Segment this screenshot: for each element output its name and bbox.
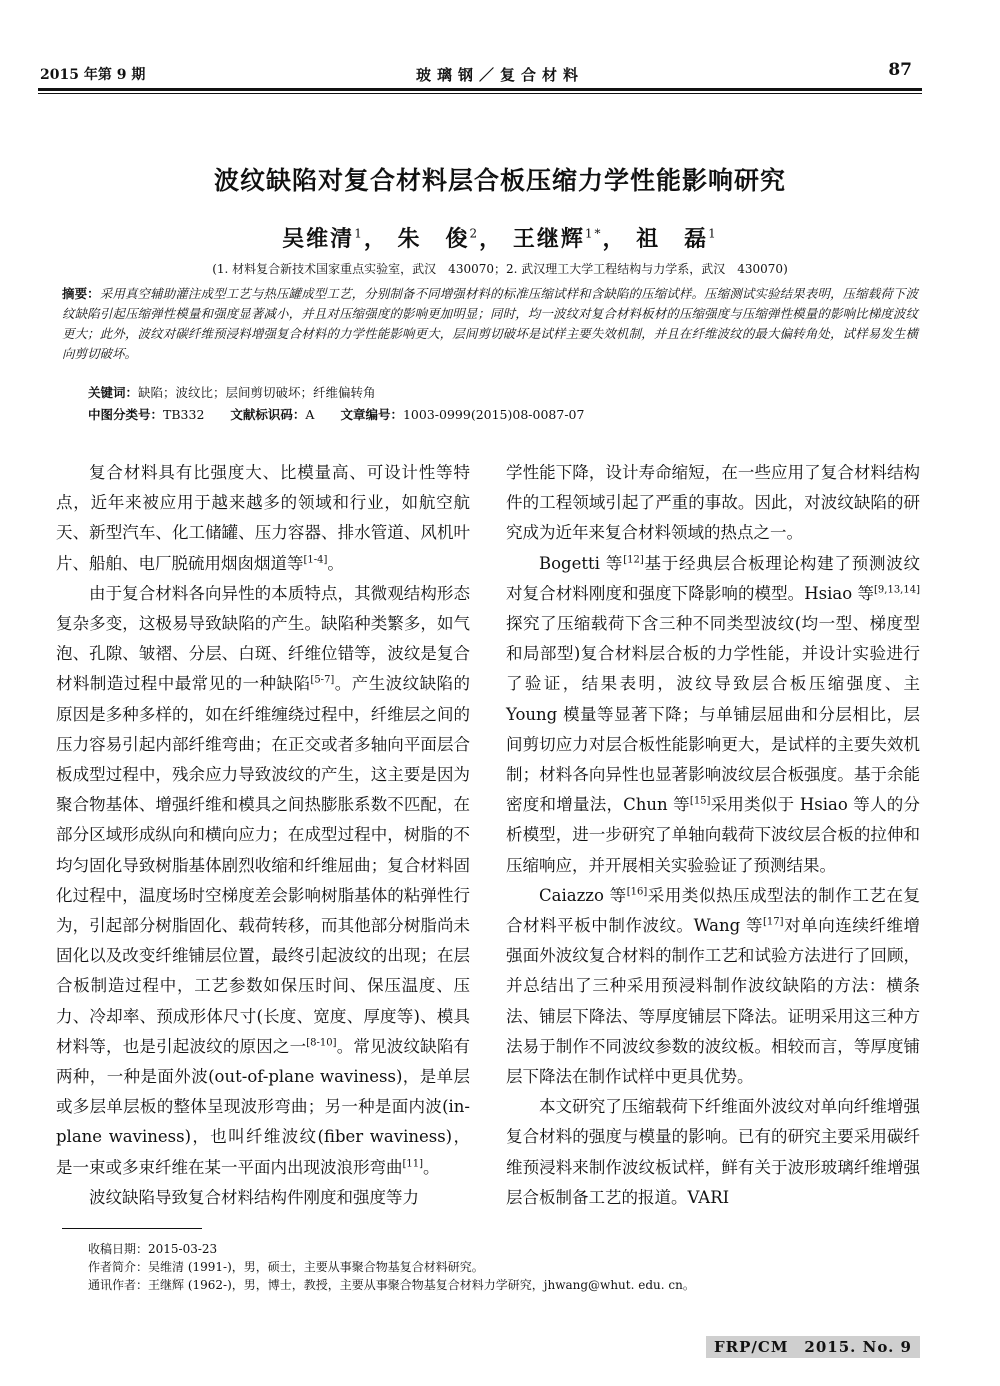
author-mark: 1 — [708, 226, 718, 241]
journal-footer-badge: FRP/CM 2015. No. 9 — [706, 1336, 920, 1358]
citation: [8-10] — [306, 1037, 337, 1049]
body-column-left — [56, 458, 470, 1213]
author-name: 王继辉 — [512, 226, 585, 252]
affiliation: (1. 材料复合新技术国家重点实验室，武汉 430070；2. 武汉理工大学工程结构与力学系，武汉 430070) — [212, 262, 788, 276]
clc-label: 中图分类号： — [88, 407, 164, 422]
paragraph: Bogetti 等[12]基于经典层合板理论构建了预测波纹对复合材料刚度和强度下降影响的模型。Hsiao 等[9,13,14]探究了压缩载荷下含三种不同类型波纹(均一型、梯度型和局部型)复合材料层合板的力学性能，并设计实验进行了验证，结果表明，波纹导致层合板压缩强度、主 Young 模量等显著下降；与单铺层屈曲和分层相比，层间剪切应力对层合板性能影响更大，是试样的主要失效机制；材料各向异性也显著影响波纹层合板强度。基于余能密度和增量法，Chun 等[15]采用类似于 Hsiao 等人的分析模型，进一步研究了单轴向载荷下波纹层合板的拉伸和压缩响应，并开展相关实验验证了预测结果。 — [506, 553, 920, 875]
keywords — [88, 383, 376, 401]
citation: [9,13,14] — [874, 584, 920, 596]
classification-line — [88, 405, 584, 423]
paragraph: 学性能下降，设计寿命缩短，在一些应用了复合材料结构件的工程领域引起了严重的事故。因此，对波纹缺陷的研究成为近年来复合材料领域的热点之一。 — [506, 463, 920, 543]
abstract-label: 摘要： — [62, 286, 100, 301]
citation: [1-4] — [303, 554, 328, 566]
author-mark: 1* — [584, 226, 603, 241]
page-number: 87 — [888, 60, 912, 80]
keywords-label: 关键词： — [88, 385, 139, 400]
author-list: 吴维清$^1$， 朱 俊$^2$， 王继辉$^{1*}$， 祖 磊$^1$ — [282, 226, 718, 252]
paper-title: 波纹缺陷对复合材料层合板压缩力学性能影响研究 — [213, 166, 786, 195]
clc-value: TB332 — [163, 407, 205, 422]
header-rule-thin — [38, 93, 922, 94]
citation: [16] — [626, 886, 648, 898]
abstract-text: 采用真空辅助灌注成型工艺与热压罐成型工艺，分别制备不同增强材料的标准压缩试样和含缺陷的压缩试样。压缩测试实验结果表明，压缩载荷下波纹缺陷引起压缩弹性模量和强度显著减小，并且对压缩强度的影响更加明显；同时，均一波纹对复合材料板材的压缩强度与压缩弹性模量的影响比梯度波纹更大；此外，波纹对碳纤维预浸料增强复合材料的力学性能影响更大，层间剪切破坏是试样主要失效机制，并且在纤维波纹的最大偏转角处，试样易发生横向剪切破坏。 — [62, 286, 918, 361]
citation: [12] — [623, 554, 644, 566]
article-no-value: 1003-0999(2015)08-0087-07 — [402, 407, 585, 422]
author-bio: 作者简介：吴维清 (1991-)，男，硕士，主要从事聚合物基复合材料研究。 — [88, 1260, 484, 1274]
paragraph: 波纹缺陷导致复合材料结构件刚度和强度等力 — [89, 1187, 419, 1207]
journal-name: 玻璃钢／复合材料 — [415, 66, 584, 84]
paragraph: 复合材料具有比强度大、比模量高、可设计性等特点，近年来被应用于越来越多的领域和行业，如航空航天、新型汽车、化工储罐、压力容器、排水管道、风机叶片、船舶、电厂脱硫用烟囱烟道等[1-4]。 — [56, 463, 470, 573]
author-name: 祖 磊 — [636, 226, 709, 252]
paragraph: 本文研究了压缩载荷下纤维面外波纹对单向纤维增强复合材料的强度与模量的影响。已有的研究主要采用碳纤维预浸料来制作波纹板试样，鲜有关于波形玻璃纤维增强层合板制备工艺的报道。VARI — [506, 1097, 920, 1207]
paragraph: Caiazzo 等[16]采用类似热压成型法的制作工艺在复合材料平板中制作波纹。Wang 等[17]对单向连续纤维增强面外波纹复合材料的制作工艺和试验方法进行了回顾，并总结出了三种采用预浸料制作波纹缺陷的方法：横条法、铺层下降法、等厚度铺层下降法。证明采用这三种方法易于制作不同波纹参数的波纹板。相较而言，等厚度铺层下降法在制作试样中更具优势。 — [506, 885, 921, 1087]
author-mark: 2 — [469, 226, 480, 241]
article-no-label: 文章编号： — [340, 407, 403, 422]
keywords-text: 缺陷；波纹比；层间剪切破坏；纤维偏转角 — [138, 385, 376, 400]
citation: [5-7] — [310, 674, 335, 686]
issue-label: 2015 年第 9 期 — [40, 67, 146, 83]
citation: [17] — [763, 916, 784, 928]
author-name: 朱 俊 — [397, 226, 470, 252]
received-date: 收稿日期：2015-03-23 — [88, 1242, 218, 1256]
author-name: 吴维清 — [282, 226, 355, 252]
header-rule-thick — [38, 88, 922, 91]
body-column-right — [506, 458, 920, 1213]
citation: [11] — [402, 1158, 424, 1170]
citation: [15] — [689, 795, 711, 807]
doc-code-label: 文献标识码： — [230, 407, 306, 422]
abstract — [62, 284, 918, 364]
paragraph: 由于复合材料各向异性的本质特点，其微观结构形态复杂多变，这极易导致缺陷的产生。缺陷种类繁多，如气泡、孔隙、皱褶、分层、白斑、纤维位错等，波纹是复合材料制造过程中最常见的一种缺陷[5-7]。产生波纹缺陷的原因是多种多样的，如在纤维缠绕过程中，纤维层之间的压力容易引起内部纤维弯曲；在正交或者多轴向平面层合板成型过程中，残余应力导致波纹的产生，这主要是因为聚合物基体、增强纤维和模具之间热膨胀系数不匹配，在部分区域形成纵向和横向应力；在成型过程中，树脂的不均匀固化导致树脂基体剧烈收缩和纤维屈曲；复合材料固化过程中，温度场时空梯度差会影响树脂基体的粘弹性行为，引起部分树脂固化、载荷转移，而其他部分树脂尚未固化以及改变纤维铺层位置，最终引起波纹的出现；在层合板制造过程中，工艺参数如保压时间、保压温度、压力、冷却率、预成形体尺寸(长度、宽度、厚度等)、模具材料等，也是引起波纹的原因之一[8-10]。常见波纹缺陷有两种，一种是面外波(out-of-plane waviness)，是单层或多层单层板的整体呈现波形弯曲；另一种是面内波(in-plane waviness)，也叫纤维波纹(fiber waviness)，是一束或多束纤维在某一平面内出现波浪形弯曲[11]。 — [56, 583, 471, 1177]
corresponding-author: 通讯作者：王继辉 (1962-)，男，博士，教授，主要从事聚合物基复合材料力学研究，jhwang@whut. edu. cn。 — [88, 1278, 695, 1292]
footnote-rule — [62, 1228, 202, 1229]
author-mark: 1 — [354, 226, 364, 241]
doc-code-value: A — [305, 407, 315, 422]
